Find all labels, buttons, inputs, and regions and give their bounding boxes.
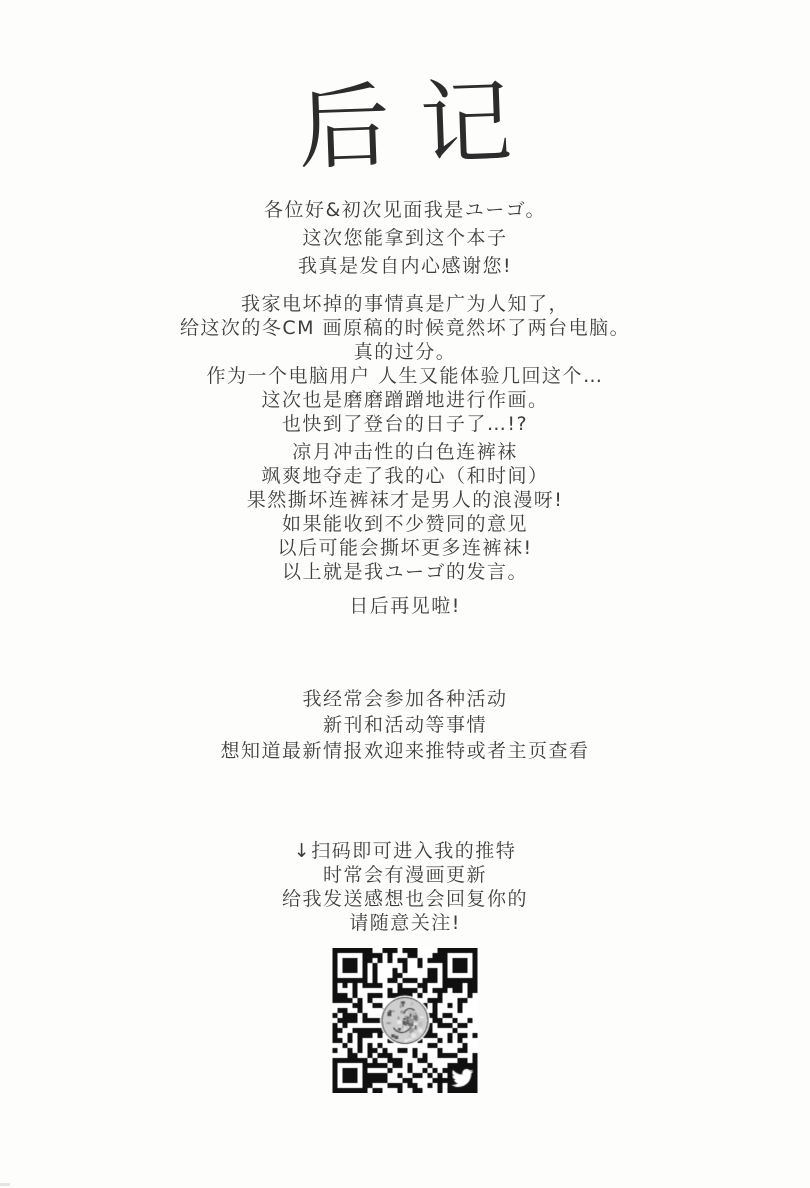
text-line: 请随意关注! [349,912,461,934]
text-line: 作为一个电脑用户 人生又能体验几回这个… [206,365,604,387]
twitter-qr-code [333,948,478,1093]
text-line: ↓扫码即可进入我的推特 [293,840,517,862]
qr-note-paragraph [0,839,810,935]
text-line: 想知道最新情报欢迎来推特或者主页查看 [220,740,590,762]
pantyhose-talk-paragraph [0,440,810,584]
greeting-paragraph [0,196,810,280]
text-line: 也快到了登台的日子了…!? [281,413,529,435]
text-line: 我经常会参加各种活动 [302,688,508,710]
text-line: 新刊和活动等事情 [322,714,487,736]
events-info-paragraph [0,686,810,764]
text-line: 飒爽地夺走了我的心（和时间） [261,465,549,487]
text-line: 以后可能会撕坏更多连裤袜! [277,537,533,559]
text-line: 这次您能拿到这个本子 [302,227,508,249]
text-line: 真的过分。 [353,341,457,363]
text-line: 果然撕坏连裤袜才是男人的浪漫呀! [246,489,564,511]
text-line: 这次也是磨磨蹭蹭地进行作画。 [261,389,549,411]
signoff-line: 日后再见啦! [349,595,461,617]
page-title: 后记 [296,70,544,181]
scan-artifact [0,1183,10,1186]
text-line: 给这次的冬CM 画原稿的时候竟然坏了两台电脑。 [179,317,631,339]
text-line: 各位好&初次见面我是ユーゴ。 [263,199,547,221]
text-line: 时常会有漫画更新 [322,864,487,886]
text-line: 凉月冲击性的白色连裤袜 [292,441,518,463]
text-line: 以上就是我ユーゴ的发言。 [281,561,528,583]
text-line: 如果能收到不少赞同的意见 [281,513,528,535]
qr-code-area [333,948,478,1093]
text-line: 我真是发自内心感谢您! [297,255,513,277]
computer-story-paragraph [0,292,810,436]
text-line: 我家电坏掉的事情真是广为人知了， [240,293,569,315]
text-line: 给我发送感想也会回复你的 [281,888,528,910]
